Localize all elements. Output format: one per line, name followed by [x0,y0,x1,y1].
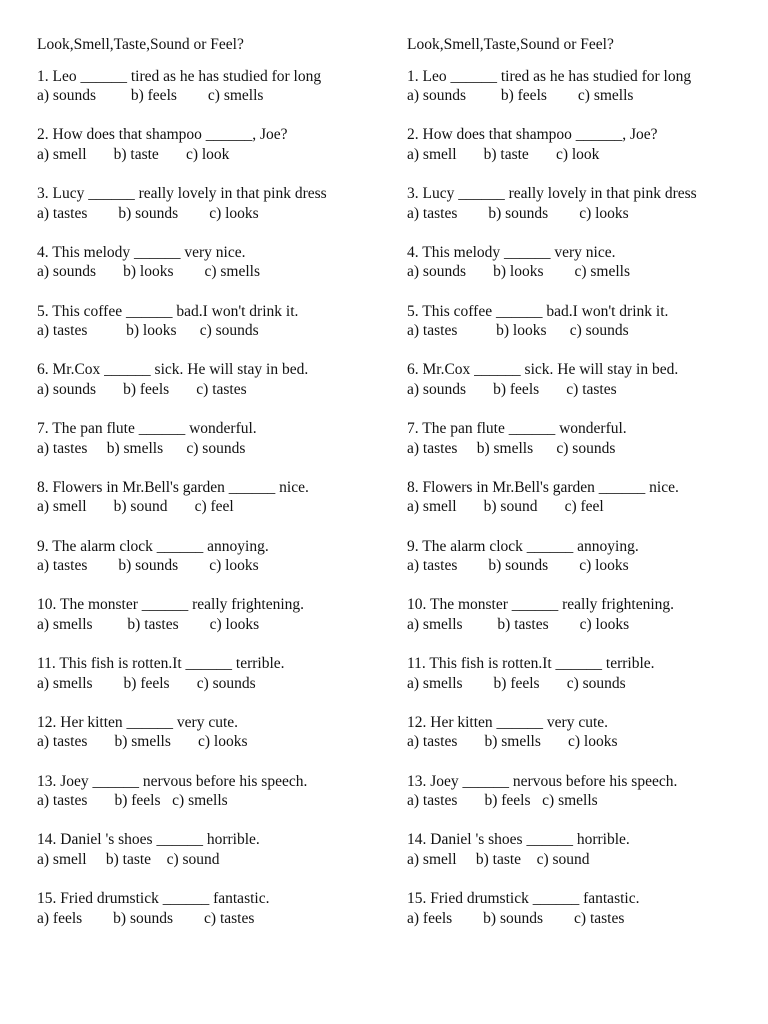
question-stem: 3. Lucy ______ really lovely in that pink dress [407,185,697,202]
question-item [407,360,759,419]
question-stem: 3. Lucy ______ really lovely in that pink dress [37,185,327,202]
question-item [37,125,389,184]
question-item [37,772,389,831]
question-item [407,67,759,126]
question-stem: 7. The pan flute ______ wonderful. [407,420,627,437]
question-options: a) tastes b) smells c) sounds [407,439,616,457]
question-options: a) smell b) taste c) sound [37,850,220,868]
question-stem: 2. How does that shampoo ______, Joe? [37,126,288,144]
question-options: a) tastes b) sounds c) looks [407,557,629,574]
question-options: a) feels b) sounds c) tastes [407,909,625,927]
worksheet-title: Look,Smell,Taste,Sound or Feel? [37,36,244,53]
question-options: a) tastes b) looks c) sounds [407,322,629,339]
question-options: a) smells b) tastes c) looks [37,615,260,633]
question-item [407,713,759,772]
question-options: a) tastes b) smells c) looks [37,733,248,751]
question-item [407,772,759,831]
question-item [37,654,389,713]
question-stem: 1. Leo ______ tired as he has studied for long [407,67,692,85]
question-options: a) smell b) taste c) look [407,145,600,163]
question-item [37,537,389,596]
question-options: a) smells b) feels c) sounds [407,674,626,692]
question-stem: 14. Daniel 's shoes ______ horrible. [407,831,630,849]
question-stem: 4. This melody ______ very nice. [407,243,616,261]
question-item [37,595,389,654]
question-options: a) sounds b) feels c) tastes [37,380,247,398]
question-options: a) sounds b) looks c) smells [37,263,261,281]
question-stem: 5. This coffee ______ bad.I won't drink it. [407,302,669,320]
question-options: a) tastes b) feels c) smells [37,792,228,809]
question-item [37,419,389,478]
question-item [407,595,759,654]
question-item [407,302,759,361]
question-stem: 10. The monster ______ really frightening. [407,596,675,614]
question-stem: 8. Flowers in Mr.Bell's garden ______ nice. [407,478,679,496]
question-item [37,889,389,948]
question-stem: 14. Daniel 's shoes ______ horrible. [37,831,260,849]
question-item [37,67,389,126]
question-stem: 6. Mr.Cox ______ sick. He will stay in bed. [407,361,679,379]
question-item [407,654,759,713]
question-stem: 11. This fish is rotten.It ______ terrible. [407,655,655,672]
worksheet-column-left [37,35,389,948]
question-options: a) smells b) feels c) sounds [37,674,256,692]
question-stem: 12. Her kitten ______ very cute. [37,713,239,731]
worksheet-title: Look,Smell,Taste,Sound or Feel? [407,36,614,53]
question-stem: 7. The pan flute ______ wonderful. [37,420,257,437]
question-item [37,478,389,537]
question-options: a) tastes b) looks c) sounds [37,322,259,339]
question-options: a) sounds b) looks c) smells [407,263,631,281]
question-options: a) sounds b) feels c) tastes [407,380,617,398]
question-item [37,360,389,419]
question-item [37,713,389,772]
question-item [407,830,759,889]
question-options: a) feels b) sounds c) tastes [37,909,255,927]
question-options: a) smell b) taste c) sound [407,850,590,868]
question-item [407,889,759,948]
question-stem: 5. This coffee ______ bad.I won't drink it. [37,302,299,320]
question-stem: 13. Joey ______ nervous before his speech. [37,772,308,790]
question-item [37,302,389,361]
question-options: a) smells b) tastes c) looks [407,615,630,633]
question-stem: 9. The alarm clock ______ annoying. [37,537,269,555]
question-options: a) smell b) sound c) feel [37,498,234,516]
question-item [407,537,759,596]
question-stem: 4. This melody ______ very nice. [37,243,246,261]
question-item [407,184,759,243]
question-stem: 9. The alarm clock ______ annoying. [407,537,639,555]
question-item [407,419,759,478]
question-item [37,830,389,889]
question-options: a) tastes b) sounds c) looks [37,204,259,222]
question-item [407,478,759,537]
question-options: a) tastes b) sounds c) looks [37,557,259,574]
question-item [407,125,759,184]
question-stem: 2. How does that shampoo ______, Joe? [407,126,658,144]
question-options: a) sounds b) feels c) smells [37,87,264,104]
question-stem: 11. This fish is rotten.It ______ terrible. [37,655,285,672]
question-options: a) smell b) sound c) feel [407,498,604,516]
question-stem: 6. Mr.Cox ______ sick. He will stay in bed. [37,361,309,379]
question-stem: 15. Fried drumstick ______ fantastic. [37,890,270,907]
question-options: a) tastes b) smells c) sounds [37,439,246,457]
question-stem: 13. Joey ______ nervous before his speech. [407,772,678,790]
question-stem: 12. Her kitten ______ very cute. [407,713,609,731]
question-stem: 1. Leo ______ tired as he has studied for long [37,67,322,85]
question-stem: 10. The monster ______ really frightening. [37,596,305,614]
question-options: a) sounds b) feels c) smells [407,87,634,104]
question-options: a) tastes b) feels c) smells [407,792,598,809]
question-stem: 15. Fried drumstick ______ fantastic. [407,890,640,907]
question-stem: 8. Flowers in Mr.Bell's garden ______ nice. [37,478,309,496]
question-item [37,184,389,243]
question-options: a) tastes b) sounds c) looks [407,204,629,222]
question-item [37,243,389,302]
worksheet-column-right [407,35,759,948]
question-item [407,243,759,302]
question-options: a) tastes b) smells c) looks [407,733,618,751]
question-options: a) smell b) taste c) look [37,145,230,163]
